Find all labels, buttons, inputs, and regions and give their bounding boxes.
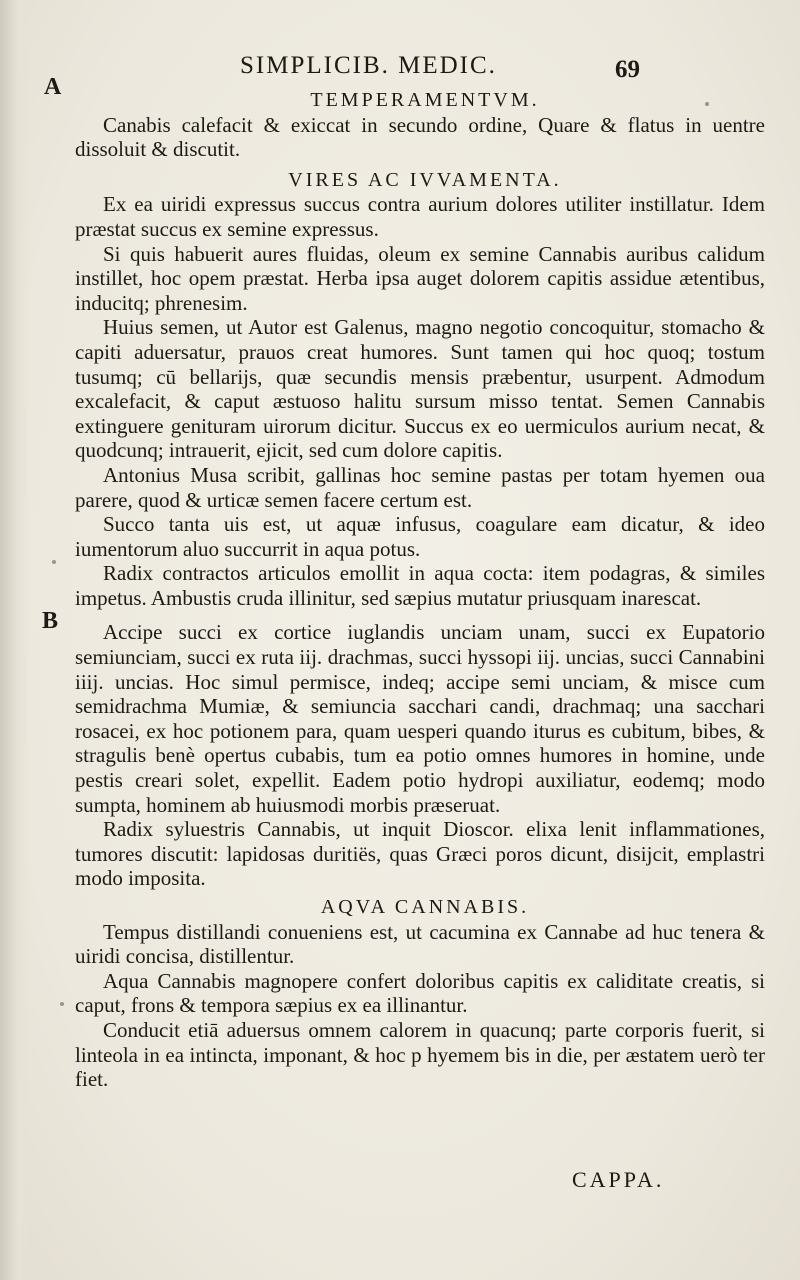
paragraph-succus: Succo tanta uis est, ut aquæ infusus, coagulare eam dicatur, & ideo iumentorum aluo succurrit in aqua potus. [75,512,765,561]
margin-letter-a: A [44,74,62,100]
paragraph-musa: Antonius Musa scribit, gallinas hoc semine pastas per totam hyemen oua parere, quod & urticæ semen facere certum est. [75,462,765,512]
heading-vires: VIRES AC IVVAMENTA. [288,168,562,191]
paragraph-radix: Radix contractos articulos emollit in aqua cocta: item podagras, & similes impetus. Ambustis cruda illinitur, sed sæpius mutatur priusquam inarescat. [75,561,765,610]
paragraph-calor: Conducit etiā aduersus omnem calorem in quacunq; parte corporis fuerit, si linteola in ea intincta, imponant, & hoc p hyemem bis in die, per æstatem uerò ter fiet. [75,1017,765,1092]
text-block [75,88,765,1092]
paragraph-temperament: Canabis calefacit & exiccat in secundo ordine, Quare & flatus in uentre dissoluit & discutit. [75,112,765,162]
page-gutter-shadow [0,0,30,1280]
paragraph-aqua-use: Aqua Cannabis magnopere confert doloribus capitis ex caliditate creatis, si caput, frons & tempora sæpius ex ea illinantur. [75,968,765,1018]
catchword: CAPPA. [572,1167,665,1192]
running-head [0,52,800,88]
margin-letter-b: B [42,608,59,634]
page-number: 69 [615,56,640,83]
paper-speck [705,102,709,106]
paper-speck [52,560,56,564]
heading-aqua: AQVA CANNABIS. [320,896,530,918]
paragraph-recipe: Accipe succi ex cortice iuglandis unciam unam, succi ex Eupatorio semiunciam, succi ex ruta iij. drachmas, succi hyssopi iij. uncias, succi Cannabini iiij. uncias. Hoc simul permisce, indeq; accipe semi unciam, & misce cum semidrachma Mumiæ, & semiuncia sacchari candi, drachmaq; una sacchari rosacei, ex hoc potionem para, quam uesperi quando iturus es cubitum, bibes, & stragulis benè opertus cubabis, tum ea potio omnes humores in homine, unde pestis creari solet, expellit. Eadem potio hydropi auxiliatur, eodemq; modo sumpta, hominem ab huiusmodi morbis præseruat. [75,620,765,817]
paragraph-ears: Si quis habuerit aures fluidas, oleum ex semine Cannabis auribus calidum instillet, hoc opem præstat. Herba ipsa auget dolorem capitis assidue ætentibus, inducitq; phrenesim. [75,241,765,315]
running-head-title: SIMPLICIB. MEDIC. [240,52,497,79]
paragraph-radix-sylvestris: Radix syluestris Cannabis, ut inquit Dioscor. elixa lenit inflammationes, tumores discutit: lapidosas duritiës, quas Græci poros dicunt, disijcit, emplastri modo imposita. [75,817,765,891]
heading-temperamentum: TEMPERAMENTVM. [310,89,540,111]
paragraph-seed: Huius semen, ut Autor est Galenus, magno negotio concoquitur, stomacho & capiti aduersatur, prauos creat humores. Sunt tamen qui hoc quoq; tostum tusumq; cū bellarijs, quæ secundis mensis præbentur, usurpent. Admodum excalefacit, & caput æstuoso halitu sursum misso tentat. Semen Cannabis extinguere genituram uirorum dicitur. Succus ex eo uermiculos aurium necat, & quodcunq; intrauerit, ejicit, sed cum dolore capitis. [75,315,765,463]
paragraph-distill: Tempus distillandi conueniens est, ut cacumina ex Cannabe ad huc tenera & uiridi concisa, distillentur. [75,919,765,969]
paragraph-juice: Ex ea uiridi expressus succus contra aurium dolores utiliter instillatur. Idem præstat succus ex semine expressus. [75,192,765,241]
paper-speck [60,1002,64,1006]
